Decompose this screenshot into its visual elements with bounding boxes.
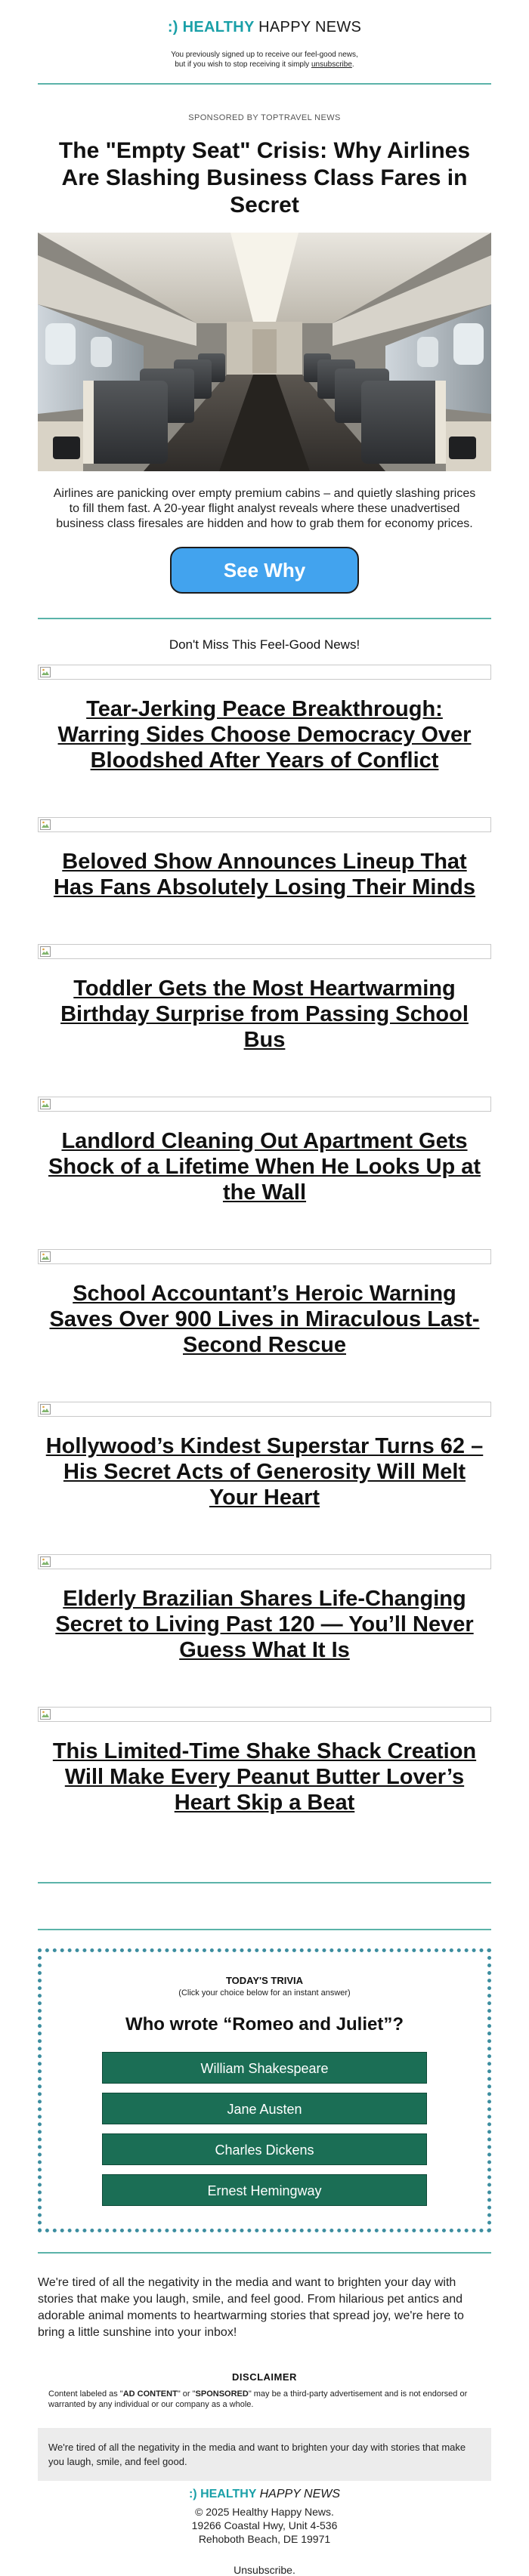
signup-note-pre: but if you wish to stop receiving it simply [175, 60, 311, 69]
story-headline[interactable]: Beloved Show Announces Lineup That Has Fans Absolutely Losing Their Minds [53, 850, 476, 899]
list-item [38, 1402, 491, 1510]
broken-image-icon [40, 946, 51, 957]
disclaimer-post: " may be a third-party advertisement and is not endorsed or warranted by any individual or our company as a whole. [48, 2389, 468, 2409]
story-headline[interactable]: School Accountant’s Heroic Warning Saves Over 900 Lives in Miraculous Last-Second Rescue [49, 1282, 480, 1357]
story-image[interactable] [38, 1249, 491, 1264]
divider [38, 1929, 491, 1930]
story-image[interactable] [38, 1402, 491, 1417]
footer-logo-smile: :) [188, 2488, 197, 2500]
story-image[interactable] [38, 817, 491, 832]
sponsored-label: SPONSORED BY TOPTRAVEL NEWS [188, 113, 341, 122]
see-why-button[interactable]: See Why [170, 547, 359, 594]
footer-logo[interactable] [0, 2487, 529, 2502]
cabin-illustration [38, 233, 491, 471]
broken-image-icon [40, 1556, 51, 1567]
list-item [38, 944, 491, 1053]
brand-logo[interactable] [0, 18, 529, 36]
list-item [38, 1707, 491, 1816]
disclaimer-ad-content: AD CONTENT [122, 2389, 178, 2399]
footer-tagline-box: We're tired of all the negativity in the media and want to brighten your day with stories that make you laugh, smile, and feel good. [38, 2428, 491, 2481]
list-item [38, 1097, 491, 1205]
story-image[interactable] [38, 1554, 491, 1569]
story-headline[interactable]: Landlord Cleaning Out Apartment Gets Shock of a Lifetime When He Looks Up at the Wall [48, 1129, 481, 1205]
trivia-instructions: (Click your choice below for an instant answer) [178, 1988, 351, 1998]
list-item [38, 1554, 491, 1663]
story-headline[interactable]: Elderly Brazilian Shares Life-Changing Secret to Living Past 120 — You’ll Never Guess What It Is [55, 1587, 474, 1662]
divider [38, 1882, 491, 1883]
footer-logo-healthy: HEALTHY [200, 2488, 257, 2500]
disclaimer-text [48, 2389, 481, 2410]
cta-wrapper [0, 547, 529, 594]
footer-unsubscribe-link[interactable]: Unsubscribe. [234, 2564, 295, 2576]
story-headline[interactable]: Tear-Jerking Peace Breakthrough: Warring Sides Choose Democracy Over Bloodshed After Years of Conflict [57, 697, 472, 773]
trivia-answer-button[interactable]: William Shakespeare [102, 2052, 427, 2084]
footer-logo-happy-news: HAPPY NEWS [259, 2488, 341, 2500]
disclaimer-pre: Content labeled as " [48, 2389, 123, 2399]
signup-note [0, 50, 529, 69]
list-item [38, 817, 491, 900]
divider [38, 83, 491, 85]
company-address [0, 2505, 529, 2546]
broken-image-icon [40, 1709, 51, 1720]
divider [38, 2252, 491, 2254]
signup-note-post: . [351, 60, 354, 69]
story-headline[interactable]: Toddler Gets the Most Heartwarming Birthday Surprise from Passing School Bus [60, 976, 469, 1052]
broken-image-icon [40, 1404, 51, 1414]
section-heading: Don't Miss This Feel-Good News! [169, 637, 360, 652]
divider [38, 618, 491, 619]
broken-image-icon [40, 1251, 51, 1262]
about-text: We're tired of all the negativity in the media and want to brighten your day with stories that make you laugh, smile, and feel good. From hilarious pet antics and adorable animal moments to heartwarming stories that spread joy, we're here to bring a little sunshine into your inbox! [38, 2276, 464, 2339]
story-headline[interactable]: Hollywood’s Kindest Superstar Turns 62 – His Secret Acts of Generosity Will Melt Your Heart [45, 1434, 484, 1510]
sponsored-headline[interactable]: The "Empty Seat" Crisis: Why Airlines Are Slashing Business Class Fares in Secret [58, 138, 471, 217]
story-headline[interactable]: This Limited-Time Shake Shack Creation Will Make Every Peanut Butter Lover’s Heart Skip a Beat [52, 1739, 477, 1815]
story-image[interactable] [38, 665, 491, 680]
broken-image-icon [40, 667, 51, 677]
story-image[interactable] [38, 1707, 491, 1722]
header-unsubscribe-link[interactable]: unsubscribe [311, 60, 352, 69]
signup-note-line1: You previously signed up to receive our feel-good news, [171, 51, 358, 59]
trivia-question: Who wrote “Romeo and Juliet”? [125, 2014, 404, 2035]
logo-happy-news: HAPPY NEWS [258, 19, 362, 35]
trivia-label: TODAY'S TRIVIA [225, 1975, 304, 1986]
trivia-box [38, 1948, 491, 2232]
list-item [38, 1249, 491, 1358]
logo-healthy: HEALTHY [182, 19, 255, 35]
email-header [0, 0, 529, 69]
broken-image-icon [40, 819, 51, 830]
signup-note-line2 [0, 60, 529, 69]
disclaimer-title: DISCLAIMER [232, 2371, 297, 2383]
story-image[interactable] [38, 944, 491, 959]
address-line1: 19266 Coastal Hwy, Unit 4-536 [191, 2519, 338, 2531]
broken-image-icon [40, 1099, 51, 1109]
trivia-answer-button[interactable]: Jane Austen [102, 2093, 427, 2124]
list-item [38, 665, 491, 773]
trivia-answer-button[interactable]: Ernest Hemingway [102, 2174, 427, 2206]
logo-smile: :) [167, 19, 178, 35]
address-line2: Rehoboth Beach, DE 19971 [198, 2533, 331, 2545]
trivia-answer-button[interactable]: Charles Dickens [102, 2133, 427, 2165]
copyright: © 2025 Healthy Happy News. [195, 2506, 334, 2518]
disclaimer-sponsored: SPONSORED [195, 2389, 249, 2399]
disclaimer-mid: " or " [177, 2389, 196, 2399]
story-image[interactable] [38, 1097, 491, 1112]
sponsored-description: Airlines are panicking over empty premium cabins – and quietly slashing prices to fill them fast. A 20-year flight analyst reveals where these unadvertised business class firesales are hidden and how to grab them for economy prices. [53, 487, 476, 530]
trivia-answers [102, 2052, 427, 2206]
business-class-cabin-image[interactable] [38, 233, 491, 471]
story-list [0, 665, 529, 1816]
